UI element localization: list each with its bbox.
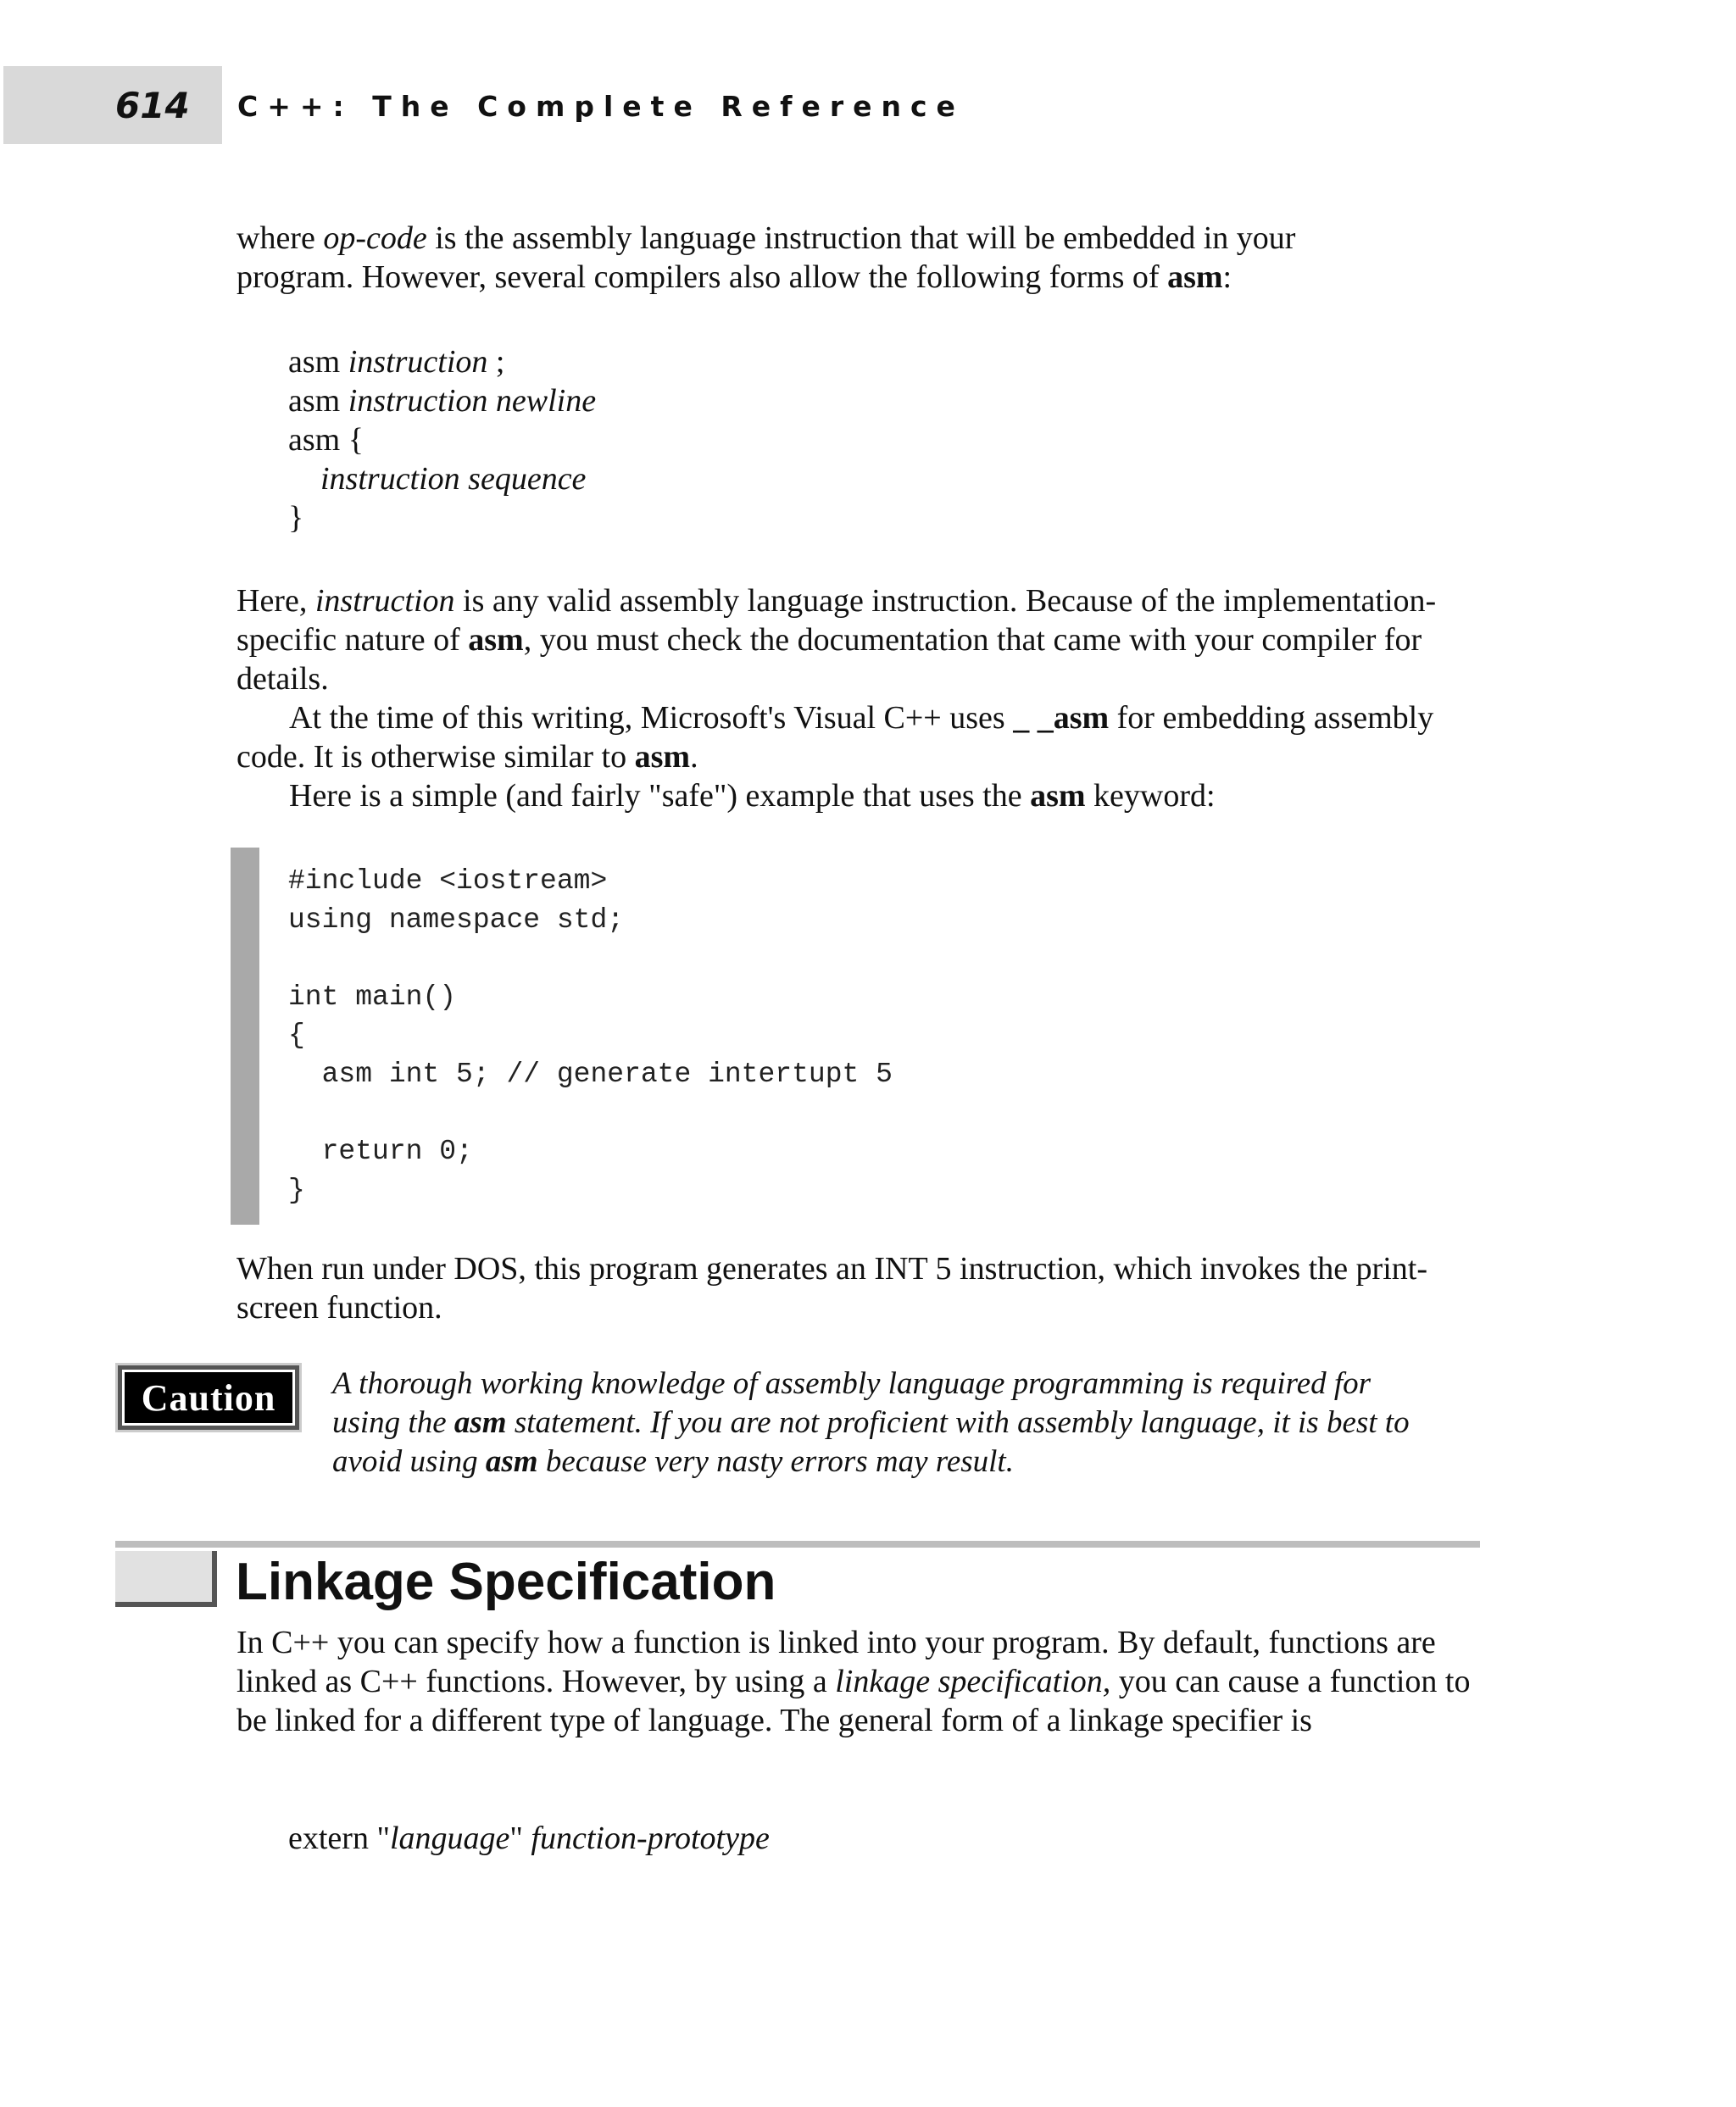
asm-syntax-forms: asm instruction ; asm instruction newline asm { instruction sequence } xyxy=(288,344,597,536)
intro-paragraph: where op-code is the assembly language instruction that will be embedded in your program. However, several compilers also allow the following forms of asm: xyxy=(236,220,1296,295)
caution-badge xyxy=(115,1363,302,1432)
extern-syntax: extern "language" function-prototype xyxy=(288,1821,770,1856)
code-listing xyxy=(288,862,893,1209)
section-title: Linkage Specification xyxy=(236,1553,776,1611)
section-rule xyxy=(115,1541,1480,1548)
page-number: 614 xyxy=(115,85,190,126)
code-line xyxy=(288,1094,893,1133)
code-line: int main() xyxy=(288,981,457,1013)
code-line xyxy=(288,939,893,978)
body-paragraph-dos: When run under DOS, this program generates an INT 5 instruction, which invokes the print-screen function. xyxy=(236,1251,1427,1326)
running-head: C++: The Complete Reference xyxy=(237,90,965,123)
body-paragraph-linkage: In C++ you can specify how a function is linked into your program. By default, functions are linked as C++ functions. However, by using a linkage specification, you can cause a function to be linked for a different type of language. The general form of a linkage specifier is xyxy=(236,1625,1471,1738)
code-line: } xyxy=(288,1174,305,1206)
code-listing-bar xyxy=(231,848,259,1225)
section-marker xyxy=(115,1551,217,1607)
caution-label: Caution xyxy=(122,1370,295,1426)
code-line: { xyxy=(288,1020,305,1052)
caution-text: A thorough working knowledge of assembly language programming is required for using the asm statement. If you are not proficient with assembly language, it is best to avoid using asm because very nasty errors may result. xyxy=(332,1366,1410,1479)
code-line: #include <iostream> xyxy=(288,865,608,897)
code-line: return 0; xyxy=(288,1136,473,1168)
body-paragraph-instruction: Here, instruction is any valid assembly language instruction. Because of the implementation-specific nature of asm, you must check the documentation that came with your compiler for details. At the time of this writing, Microsoft's Visual C++ uses _ _asm for embedding assembly code. It is otherwise similar to asm. Here is a simple (and fairly "safe") example that uses the asm keyword: xyxy=(236,583,1437,814)
code-line: asm int 5; // generate intertupt 5 xyxy=(288,1058,893,1090)
code-line: using namespace std; xyxy=(288,903,625,936)
